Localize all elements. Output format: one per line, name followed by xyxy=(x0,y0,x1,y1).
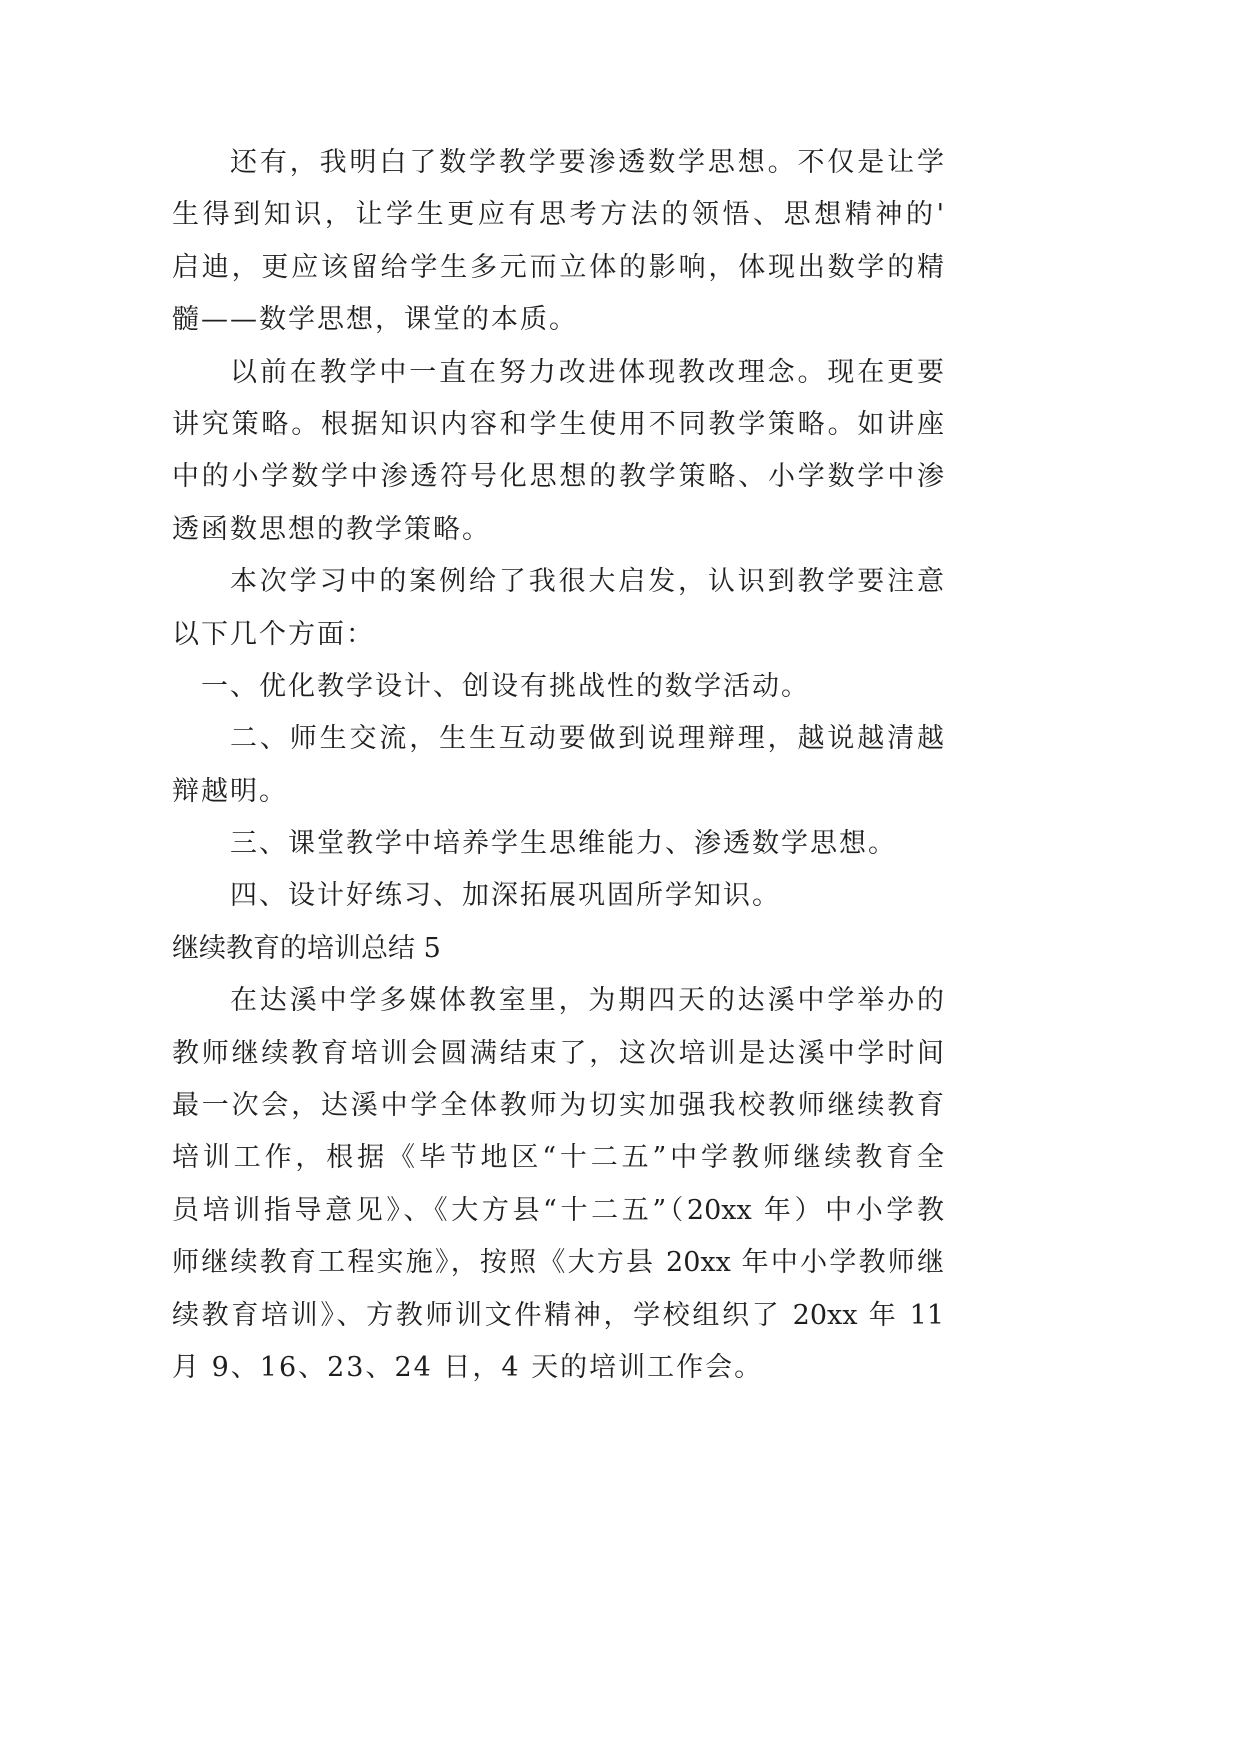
paragraph xyxy=(172,556,944,661)
text-line: 二、师生交流，生生互动要做到说理辩理，越说越清越 xyxy=(230,723,944,755)
text-line: 辩越明。 xyxy=(172,775,288,807)
text-line: 教师继续教育培训会圆满结束了，这次培训是达溪中学时间 xyxy=(172,1037,944,1069)
text-line: 生得到知识，让学生更应有思考方法的领悟、思想精神的' xyxy=(172,199,944,231)
text-line: 续教育培训》、方教师训文件精神，学校组织了 20xx 年 11 xyxy=(172,1299,944,1331)
paragraph xyxy=(172,137,944,347)
list-item xyxy=(172,713,944,818)
text-line: 还有，我明白了数学教学要渗透数学思想。不仅是让学 xyxy=(230,147,944,178)
paragraph xyxy=(172,975,944,1394)
text-line: 透函数思想的教学策略。 xyxy=(172,513,491,545)
text-line: 培训工作，根据《毕节地区“十二五”中学教师继续教育全 xyxy=(172,1142,944,1174)
text-line: 髓——数学思想，课堂的本质。 xyxy=(172,304,578,336)
text-line: 月 9、16、23、24 日，4 天的培训工作会。 xyxy=(172,1351,764,1383)
list-item xyxy=(172,870,944,922)
list-item xyxy=(172,818,944,870)
text-line: 一、优化教学设计、创设有挑战性的数学活动。 xyxy=(201,670,810,702)
text-line: 启迪，更应该留给学生多元而立体的影响，体现出数学的精 xyxy=(172,251,944,283)
list-item xyxy=(172,661,944,713)
text-line: 中的小学数学中渗透符号化思想的教学策略、小学数学中渗 xyxy=(172,461,944,493)
document-page xyxy=(172,137,944,1394)
text-line: 以前在教学中一直在努力改进体现教改理念。现在更要 xyxy=(230,356,944,388)
text-line: 三、课堂教学中培养学生思维能力、渗透数学思想。 xyxy=(230,828,897,860)
paragraph xyxy=(172,347,944,557)
text-line: 员培训指导意见》、《大方县“十二五”（20xx 年）中小学教 xyxy=(172,1194,944,1226)
text-line: 四、设计好练习、加深拓展巩固所学知识。 xyxy=(230,880,781,912)
text-line: 讲究策略。根据知识内容和学生使用不同教学策略。如讲座 xyxy=(172,408,944,440)
text-line: 师继续教育工程实施》，按照《大方县 20xx 年中小学教师继 xyxy=(172,1247,944,1279)
text-line: 最一次会，达溪中学全体教师为切实加强我校教师继续教育 xyxy=(172,1090,944,1122)
section-heading: 继续教育的培训总结 5 xyxy=(172,932,441,964)
text-line: 以下几个方面： xyxy=(172,618,375,650)
text-line: 在达溪中学多媒体教室里，为期四天的达溪中学举办的 xyxy=(230,985,944,1017)
text-line: 本次学习中的案例给了我很大启发，认识到教学要注意 xyxy=(230,566,944,598)
